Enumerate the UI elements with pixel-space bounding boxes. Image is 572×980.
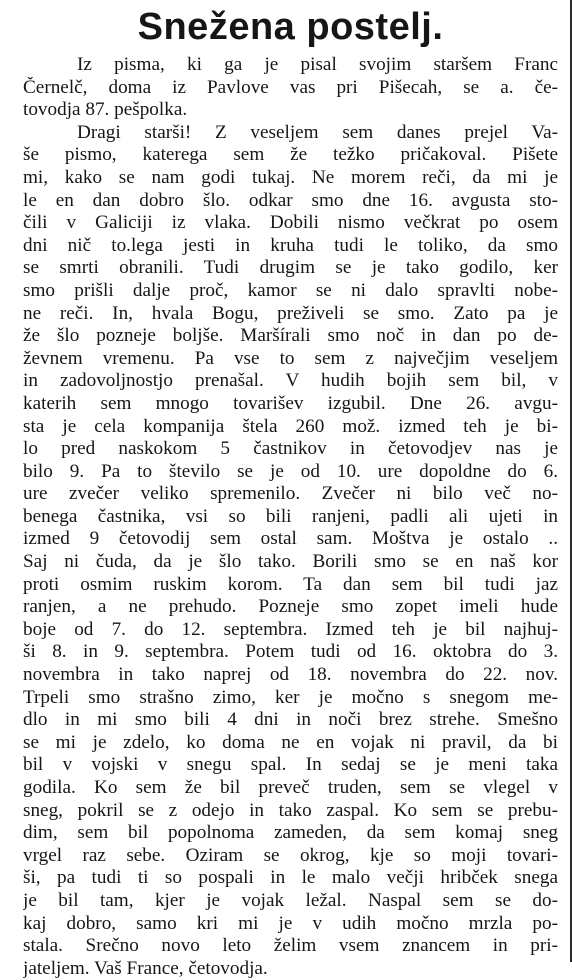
text-line: Dragi starši! Z veseljem sem danes prejel Va- — [77, 121, 558, 143]
intro-paragraph — [23, 54, 558, 122]
text-line: jateljem. Vaš France, četovodja. — [23, 957, 268, 979]
text-line: Iz pisma, ki ga je pisal svojim staršem Franc — [77, 54, 558, 75]
text-line: in zadovoljnostjo prenašal. V hudih bojih sem bil, v — [23, 370, 558, 392]
text-line: Saj ni čuda, da je šlo tako. Borili smo se en naš kor — [23, 551, 558, 573]
text-line: boje od 7. do 12. septembra. Izmed teh je bil najhuj- — [23, 618, 558, 640]
text-line: dni nič to.lega jesti in kruha tudi le toliko, da smo — [23, 234, 558, 256]
text-line: vrgel raz sebe. Oziram se okrog, kje so moji tovari- — [23, 844, 558, 866]
text-line: le en dan dobro šlo. odkar smo dne 16. avgusta sto- — [23, 189, 558, 211]
text-line: benega častnika, vsi so bili ranjeni, padli ali ujeti in — [23, 505, 558, 527]
text-line: še pismo, katerega sem že težko pričakoval. Pišete — [23, 144, 558, 166]
text-line: dim, sem bil popolnoma zameden, da sem komaj sneg — [23, 822, 558, 844]
text-line: čili v Galiciji iz vlaka. Dobili nismo večkrat po osem — [23, 212, 558, 234]
text-line: mi, kako se nam godi tukaj. Ne morem reči, da mi je — [23, 166, 558, 188]
text-line: sneg, pokril se z odejo in tako zaspal. Ko sem se prebu- — [23, 799, 558, 821]
text-line: stala. Srečno novo leto želim vsem znancem in pri- — [23, 935, 558, 957]
text-line: bilo 9. Pa to število se je od 10. ure dopoldne do 6. — [23, 460, 558, 482]
text-line: bil v vojski v snegu spal. In sedaj se je meni taka — [23, 754, 558, 776]
text-line: godila. Ko sem že bil preveč truden, sem se vlegel v — [23, 777, 558, 798]
text-line: lo pred naskokom 5 častnikov in četovodjev nas je — [23, 438, 558, 460]
article-title: Snežena postelj. — [137, 6, 444, 48]
text-line: dlo in mi smo bili 4 dni in noči brez strehe. Smešno — [23, 709, 558, 731]
text-line: tovodja 87. pešpolka. — [23, 99, 188, 121]
text-line: katerih sem mnogo tovarišev izgubil. Dne 26. avgu- — [23, 392, 558, 414]
text-line: že šlo pozneje boljše. Maršírali smo noč in dan po de- — [23, 325, 558, 347]
text-line: se mi je zdelo, ko doma ne en vojak ni pravil, da bi — [23, 731, 558, 753]
text-line: ranjen, a ne prehudo. Pozneje smo zopet imeli hude — [23, 596, 558, 618]
text-line: ure zvečer veliko spremenilo. Zvečer ni bilo več no- — [23, 483, 558, 505]
text-line: Trpeli smo strašno zimo, ker je močno s snegom me- — [23, 686, 558, 708]
text-line: ževnem vremenu. Pa vse to sem z največjim veseljem — [23, 347, 558, 369]
text-line: novembra in tako naprej od 18. novembra do 22. nov. — [23, 664, 558, 686]
text-line: ši, pa tudi ti so pospali in le malo večji hribček snega — [23, 867, 558, 889]
text-line: izmed 9 četovodij sem ostal sam. Moštva je ostalo .. — [23, 528, 558, 550]
text-line: proti osmim ruskim korom. Ta dan sem bil tudi jaz — [23, 573, 558, 595]
text-line: smo prišli dalje proč, kamor se ni dalo spravlti nobe- — [23, 279, 558, 301]
letter-paragraph — [23, 122, 558, 980]
text-line: Černelč, doma iz Pavlove vas pri Pišecah, se a. če- — [23, 76, 558, 98]
text-line: je bil tam, kjer je vojak ležal. Naspal sem se do- — [23, 889, 558, 911]
text-line: se smrti obranili. Tudi drugim se je tako godilo, ker — [23, 257, 558, 279]
text-line: ši 8. in 9. septembra. Potem tudi od 16. oktobra do 3. — [23, 641, 558, 663]
text-line: sta je cela kompanija štela 260 mož. izmed teh je bi- — [23, 415, 558, 437]
text-line: kaj dobro, samo kri mi je v udih močno mrzla po- — [23, 912, 558, 934]
text-line: ne reči. In, hvala Bogu, preživeli se smo. Zato pa je — [23, 302, 558, 324]
